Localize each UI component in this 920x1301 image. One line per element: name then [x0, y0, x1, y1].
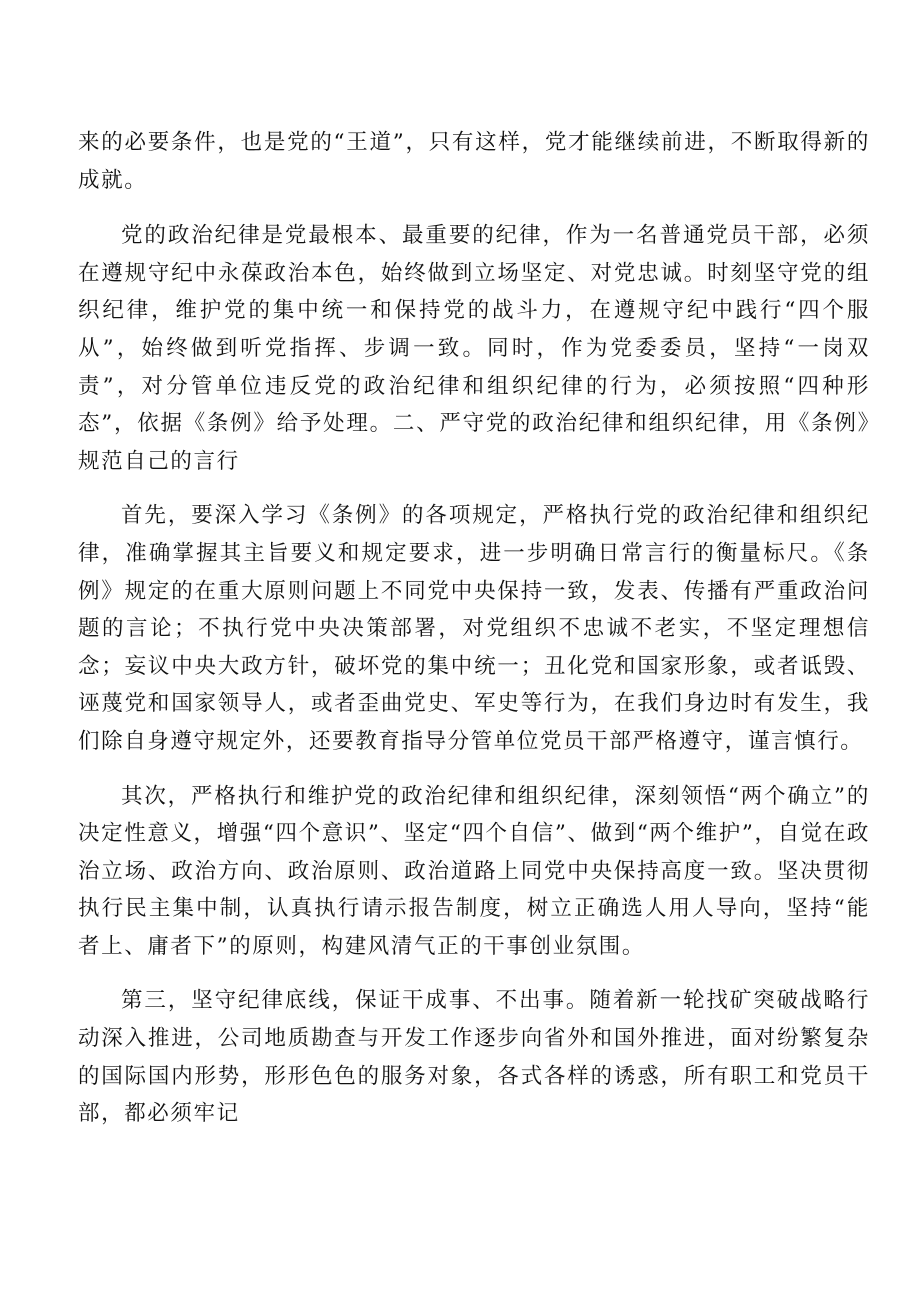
paragraph-continuation: 来的必要条件，也是党的“王道”，只有这样，党才能继续前进，不断取得新的成就。 — [78, 130, 870, 193]
paragraph-second-point: 其次，严格执行和维护党的政治纪律和组织纪律，深刻领悟“两个确立”的决定性意义，增强“四个意识”、坚定“四个自信”、做到“两个维护”，自觉在政治立场、政治方向、政治原则、政治道路上同党中央保持高度一致。坚决贯彻执行民主集中制，认真执行请示报告制度，树立正确选人用人导向，坚持“能者上、庸者下”的原则，构建风清气正的干事创业氛围。 — [78, 783, 870, 959]
document-body — [78, 124, 870, 1150]
paragraph-third-point: 第三，坚守纪律底线，保证干成事、不出事。随着新一轮找矿突破战略行动深入推进，公司地质勘查与开发工作逐步向省外和国外推进，面对纷繁复杂的国际国内形势，形形色色的服务对象，各式各样的诱惑，所有职工和党员干部，都必须牢记 — [78, 988, 870, 1127]
paragraph-political-discipline: 党的政治纪律是党最根本、最重要的纪律，作为一名普通党员干部，必须在遵规守纪中永葆政治本色，始终做到立场坚定、对党忠诚。时刻坚守党的组织纪律，维护党的集中统一和保持党的战斗力，在遵规守纪中践行“四个服从”，始终做到听党指挥、步调一致。同时，作为党委委员，坚持“一岗双责”，对分管单位违反党的政治纪律和组织纪律的行为，必须按照“四种形态”，依据《条例》给予处理。二、严守党的政治纪律和组织纪律，用《条例》规范自己的言行 — [78, 223, 870, 474]
paragraph-first-point: 首先，要深入学习《条例》的各项规定，严格执行党的政治纪律和组织纪律，准确掌握其主旨要义和规定要求，进一步明确日常言行的衡量标尺。《条例》规定的在重大原则问题上不同党中央保持一致，发表、传播有严重政治问题的言论；不执行党中央决策部署，对党组织不忠诚不老实，不坚定理想信念；妄议中央大政方针，破坏党的集中统一；丑化党和国家形象，或者诋毁、诬蔑党和国家领导人，或者歪曲党史、军史等行为，在我们身边时有发生，我们除自身遵守规定外，还要教育指导分管单位党员干部严格遵守，谨言慎行。 — [78, 503, 870, 754]
